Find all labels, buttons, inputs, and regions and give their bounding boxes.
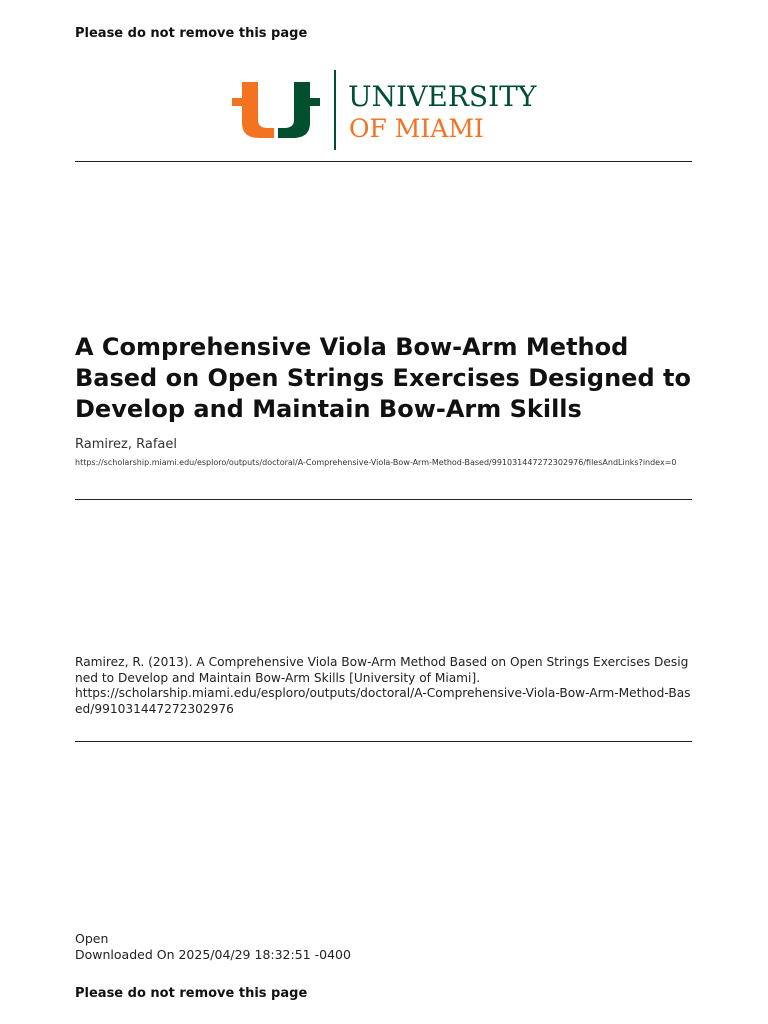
download-timestamp: Downloaded On 2025/04/29 18:32:51 -0400 [75, 947, 351, 962]
notice-top: Please do not remove this page [75, 26, 308, 41]
university-logo [230, 70, 550, 152]
divider-2 [75, 499, 692, 500]
logo-divider [334, 70, 336, 150]
document-title: A Comprehensive Viola Bow-Arm Method Based on Open Strings Exercises Designed to Develop and Maintain Bow-Arm Skills [75, 333, 691, 423]
citation-block [75, 655, 692, 717]
logo-of-miami-text: OF MIAMI [349, 114, 484, 143]
divider-1 [75, 161, 692, 162]
divider-3 [75, 741, 692, 742]
u-logo-icon [230, 82, 322, 140]
citation-text: Ramirez, R. (2013). A Comprehensive Viola Bow-Arm Method Based on Open Strings Exercises Designed to Develop and Maintain Bow-Arm Skills [University of Miami]. [75, 655, 689, 685]
status-block [75, 931, 351, 963]
notice-bottom: Please do not remove this page [75, 986, 308, 1001]
citation-url[interactable]: https://scholarship.miami.edu/esploro/outputs/doctoral/A-Comprehensive-Viola-Bow-Arm-Method-Based/991031447272302976 [75, 686, 691, 716]
logo-university-text: UNIVERSITY [348, 80, 537, 113]
record-url[interactable]: https://scholarship.miami.edu/esploro/outputs/doctoral/A-Comprehensive-Viola-Bow-Arm-Method-Based/991031447272302976/filesAndLinks?index=0 [75, 458, 677, 467]
access-status: Open [75, 931, 109, 946]
author-name: Ramirez, Rafael [75, 437, 178, 452]
